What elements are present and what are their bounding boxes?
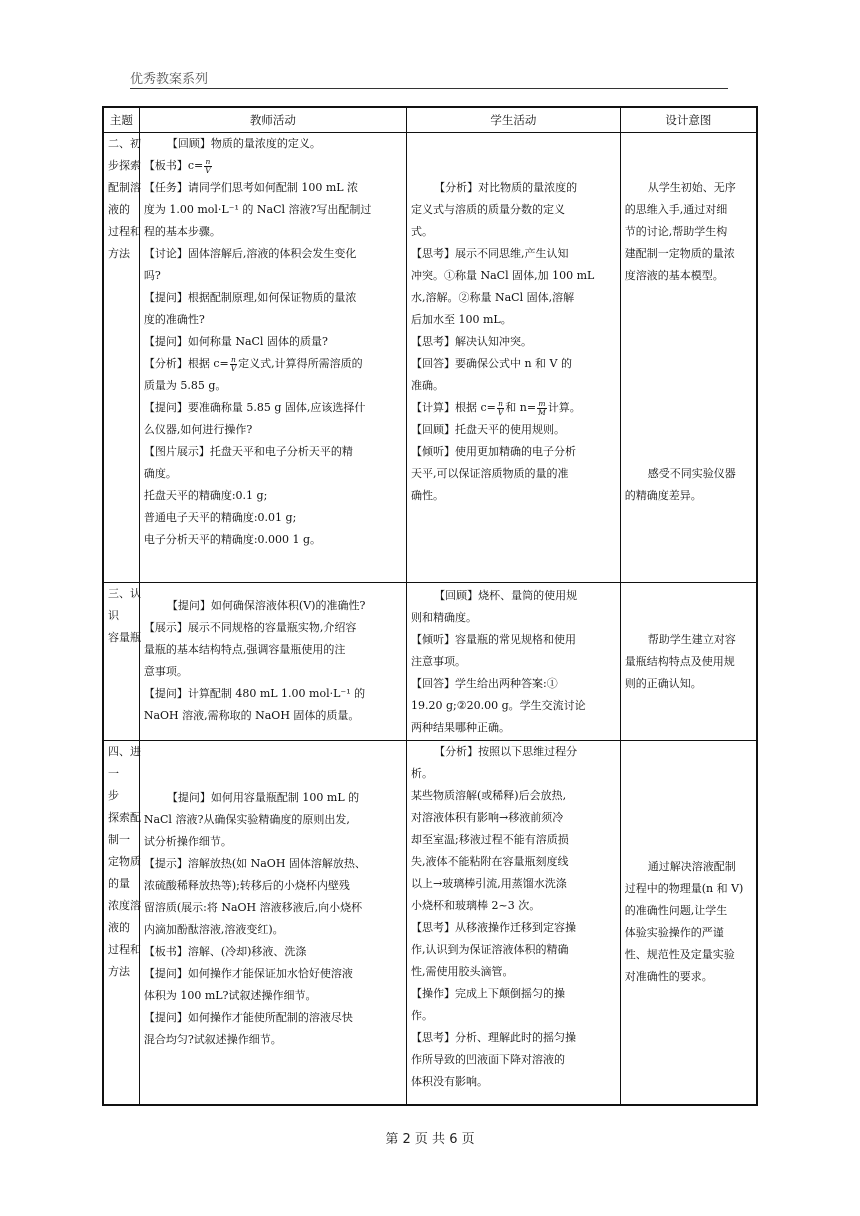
text-line: 【提问】计算配制 480 mL 1.00 mol·L⁻¹ 的: [143, 687, 366, 700]
text-line: 从学生初始、无序: [647, 181, 736, 194]
student-cell: [406, 583, 620, 741]
text-fragment: 定义式,计算得所需溶质的: [238, 357, 363, 370]
text-line: 【提问】如何确保溶液体积(V)的准确性?: [166, 599, 366, 612]
text-line: 质量为 5.85 g。: [143, 379, 227, 392]
text-line: 【讨论】固体溶解后,溶液的体积会发生变化: [143, 247, 357, 260]
topic-line: 探索配: [108, 811, 141, 824]
teacher-cell: [139, 133, 406, 583]
text-line: 却至室温;移液过程不能有溶质损: [410, 833, 569, 846]
topic-line: 液的: [108, 921, 130, 934]
topic-line: 的量: [108, 877, 130, 890]
text-line: 定义式与溶质的质量分数的定义: [410, 203, 565, 216]
topic-line: 方法: [108, 965, 130, 978]
text-line: 【展示】展示不同规格的容量瓶实物,介绍容: [143, 621, 357, 634]
text-line: 【分析】对比物质的量浓度的: [434, 181, 578, 194]
text-line: 度为 1.00 mol·L⁻¹ 的 NaCl 溶液?写出配制过: [143, 203, 372, 216]
text-line: 【提问】要准确称量 5.85 g 固体,应该选择什: [143, 401, 366, 414]
text-line: 注意事项。: [410, 655, 466, 668]
text-line: 程的基本步骤。: [143, 225, 221, 238]
text-line: 【提问】如何操作才能保证加水恰好使溶液: [143, 967, 353, 980]
header-teacher: 教师活动: [139, 107, 406, 133]
text-line: 【任务】请同学们思考如何配制 100 mL 浓: [143, 181, 359, 194]
text-line: 确性。: [410, 489, 444, 502]
text-line: 【板书】溶解、(冷却)移液、洗涤: [143, 945, 307, 958]
text-line: 性、规范性及定量实验: [624, 948, 735, 962]
fraction-denominator: V: [497, 407, 504, 417]
text-line: 【提问】根据配制原理,如何保证物质的量浓: [143, 291, 357, 304]
text-line: 的思维入手,通过对细: [624, 203, 728, 216]
text-line: 式。: [410, 225, 433, 238]
text-fragment: 和 n=: [505, 401, 537, 414]
text-line: 电子分析天平的精确度:0.000 1 g。: [143, 533, 322, 546]
text-line: 后加水至 100 mL。: [410, 313, 512, 326]
topic-line: 识: [108, 609, 119, 622]
text-line: 析。: [410, 767, 433, 780]
text-fragment: 计算。: [547, 401, 581, 414]
text-line: 的准确性问题,让学生: [624, 904, 728, 918]
text-line: 浓硫酸稀释放热等);转移后的小烧杯内壁残: [143, 879, 350, 892]
topic-line: 浓度溶: [108, 899, 141, 912]
teacher-cell: [139, 741, 406, 1105]
text-line: 19.20 g;②20.00 g。学生交流讨论: [410, 699, 586, 712]
text-line: 普通电子天平的精确度:0.01 g;: [143, 511, 297, 524]
text-line: 对准确性的要求。: [624, 970, 713, 984]
text-line: 失,液体不能粘附在容量瓶刻度线: [410, 855, 569, 868]
text-line: 作。: [410, 1009, 433, 1022]
text-line: 【提问】如何用容量瓶配制 100 mL 的: [166, 791, 360, 804]
text-line: 准确。: [410, 379, 444, 392]
topic-cell: [103, 583, 139, 741]
fraction-numerator: m: [538, 398, 546, 408]
text-line: 体积为 100 mL?试叙述操作细节。: [143, 989, 317, 1002]
topic-line: 过程和: [108, 943, 141, 956]
fraction-numerator: n: [498, 398, 503, 408]
teacher-cell: [139, 583, 406, 741]
text-line: 【思考】从移液操作迁移到定容操: [410, 921, 576, 934]
fraction-numerator: n: [205, 156, 211, 166]
intent-cell: [620, 741, 757, 1105]
text-line: 感受不同实验仪器: [647, 467, 736, 480]
table-row: [103, 741, 757, 1105]
text-fragment: 【板书】c=: [143, 159, 204, 172]
text-line: 的精确度差异。: [624, 489, 702, 502]
text-line: 【倾听】容量瓶的常见规格和使用: [410, 633, 576, 646]
text-line: 对溶液体积有影响→移液前须冷: [410, 811, 564, 824]
text-line: 小烧杯和玻璃棒 2~3 次。: [410, 899, 541, 912]
header-intent: 设计意图: [620, 107, 757, 133]
formula-fraction: [204, 158, 211, 175]
intent-cell: [620, 133, 757, 583]
text-line: 作,认识到为保证溶液体积的精确: [410, 943, 569, 956]
text-line: 建配制一定物质的量浓: [624, 247, 735, 260]
text-line: 天平,可以保证溶质物质的量的准: [410, 467, 569, 480]
text-line: 【分析】按照以下思维过程分: [434, 745, 578, 758]
topic-line: 方法: [108, 247, 130, 260]
text-line: 【思考】分析、理解此时的摇匀操: [410, 1031, 576, 1044]
text-line: 内滴加酚酞溶液,溶液变红)。: [143, 923, 284, 936]
text-line: 【思考】展示不同思维,产生认知: [410, 247, 569, 260]
text-line: 冲突。①称量 NaCl 固体,加 100 mL: [410, 269, 595, 282]
topic-line: 定物质: [108, 855, 141, 868]
text-line: 么仪器,如何进行操作?: [143, 423, 253, 436]
topic-line: 三、认: [108, 587, 141, 600]
text-line: 作所导致的凹液面下降对溶液的: [410, 1053, 565, 1066]
topic-line: 二、初: [108, 137, 141, 150]
formula-fraction: [230, 356, 237, 373]
text-line: NaOH 溶液,需称取的 NaOH 固体的质量。: [143, 709, 360, 722]
text-line: 体积没有影响。: [410, 1075, 488, 1088]
text-line: 度溶液的基本模型。: [624, 269, 724, 282]
topic-cell: [103, 133, 139, 583]
text-line: 【提问】如何称量 NaCl 固体的质量?: [143, 335, 328, 348]
text-line: 试分析操作细节。: [143, 835, 232, 848]
header-topic: 主题: [103, 107, 139, 133]
formula-fraction: [537, 400, 547, 417]
table-row: [103, 133, 757, 583]
header-rule: [130, 88, 728, 89]
text-line: 【提示】溶解放热(如 NaOH 固体溶解放热、: [143, 857, 366, 870]
text-line: 两种结果哪种正确。: [410, 721, 510, 734]
topic-line: 一: [108, 767, 119, 780]
formula-line: [144, 353, 402, 375]
topic-line: 制一: [108, 833, 130, 846]
fraction-denominator: V: [205, 165, 211, 175]
text-line: 量瓶的基本结构特点,强调容量瓶使用的注: [143, 643, 346, 656]
fraction-denominator: M: [538, 407, 546, 417]
text-line: 过程中的物理量(n 和 V): [624, 882, 744, 896]
student-cell: [406, 741, 620, 1105]
text-line: 则的正确认知。: [624, 676, 702, 690]
text-line: 【倾听】使用更加精确的电子分析: [410, 445, 576, 458]
text-line: 性,需使用胶头滴管。: [410, 965, 514, 978]
text-line: 节的讨论,帮助学生构: [624, 225, 728, 238]
header-series: 优秀教案系列: [130, 72, 209, 87]
topic-line: 容量瓶: [108, 631, 141, 644]
text-line: 【操作】完成上下颠倒摇匀的操: [410, 987, 565, 1000]
topic-line: 过程和: [108, 225, 141, 238]
text-line: 量瓶结构特点及使用规: [624, 654, 735, 668]
intent-cell: [620, 583, 757, 741]
text-fragment: 【分析】根据 c=: [143, 357, 229, 370]
text-line: 体验实验操作的严谨: [624, 926, 724, 940]
text-line: 【思考】解决认知冲突。: [410, 335, 532, 348]
topic-line: 步探索: [108, 159, 141, 172]
text-line: 【回顾】物质的量浓度的定义。: [166, 137, 321, 150]
text-line: 则和精确度。: [410, 611, 477, 624]
lesson-plan-table: [102, 106, 758, 1106]
text-line: 帮助学生建立对容: [647, 632, 736, 646]
text-line: 某些物质溶解(或稀释)后会放热,: [410, 789, 567, 802]
page-number: 第 2 页 共 6 页: [385, 1132, 475, 1147]
formula-fraction: [497, 400, 504, 417]
text-line: 以上→玻璃棒引流,用蒸馏水洗涤: [410, 877, 567, 890]
table-row: [103, 583, 757, 741]
topic-line: 液的: [108, 203, 130, 216]
text-line: 度的准确性?: [143, 313, 205, 326]
topic-line: 配制溶: [108, 181, 141, 194]
text-line: 通过解决溶液配制: [647, 860, 736, 874]
text-line: 【回答】要确保公式中 n 和 V 的: [410, 357, 572, 370]
fraction-numerator: n: [230, 354, 236, 364]
header-student: 学生活动: [406, 107, 620, 133]
text-line: 混合均匀?试叙述操作细节。: [143, 1033, 282, 1046]
text-line: 水,溶解。②称量 NaCl 固体,溶解: [410, 291, 575, 304]
text-line: 留溶质(展示:将 NaOH 溶液移液后,向小烧杯: [143, 901, 363, 914]
text-line: 托盘天平的精确度:0.1 g;: [143, 489, 268, 502]
topic-line: 步: [108, 789, 119, 802]
text-fragment: 【计算】根据 c=: [410, 401, 496, 414]
text-line: 【提问】如何操作才能使所配制的溶液尽快: [143, 1011, 353, 1024]
text-line: 【回顾】托盘天平的使用规则。: [410, 423, 565, 436]
text-line: 【图片展示】托盘天平和电子分析天平的精: [143, 445, 353, 458]
text-line: 吗?: [143, 269, 161, 282]
formula-line: [144, 155, 402, 177]
student-cell: [406, 133, 620, 583]
topic-cell: [103, 741, 139, 1105]
text-line: 【回顾】烧杯、量筒的使用规: [434, 589, 578, 602]
text-line: NaCl 溶液?从确保实验精确度的原则出发,: [143, 813, 350, 826]
formula-line: [411, 397, 616, 419]
table-header-row: [103, 107, 757, 133]
fraction-denominator: V: [230, 363, 237, 373]
topic-line: 四、进: [108, 745, 141, 758]
text-line: 【回答】学生给出两种答案:①: [410, 677, 558, 690]
text-line: 意事项。: [143, 665, 188, 678]
text-line: 确度。: [143, 467, 177, 480]
